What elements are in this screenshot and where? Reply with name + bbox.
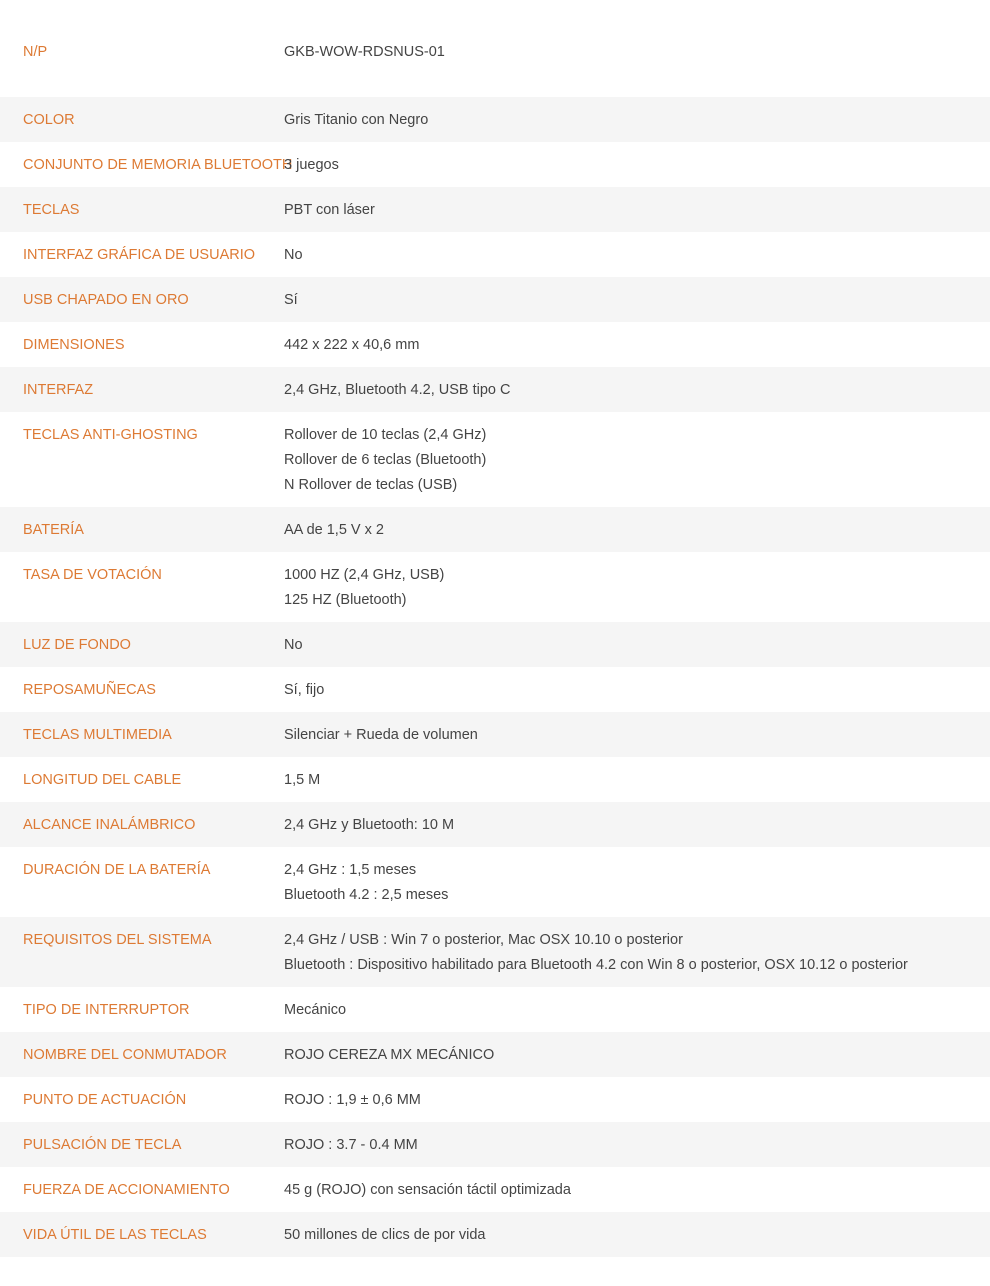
spec-value [284,333,990,358]
spec-value-line: Rollover de 6 teclas (Bluetooth) [284,452,487,468]
spec-row [0,847,990,917]
spec-row [0,412,990,507]
spec-label: VIDA ÚTIL DE LAS TECLAS [23,1227,207,1243]
spec-value-line: 50 millones de clics de por vida [284,1227,486,1243]
spec-value [284,288,990,313]
spec-value-line: 2,4 GHz y Bluetooth: 10 M [284,817,455,833]
spec-label: DURACIÓN DE LA BATERÍA [23,862,211,878]
spec-value-line: 1,5 M [284,772,321,788]
spec-value [284,1223,990,1248]
spec-label: PULSACIÓN DE TECLA [23,1137,182,1153]
spec-value [284,563,990,613]
spec-row [0,232,990,277]
spec-label: INTERFAZ [23,382,94,398]
spec-label: LUZ DE FONDO [23,637,131,653]
spec-value [284,813,990,838]
spec-label: TECLAS MULTIMEDIA [23,727,172,743]
spec-row [0,1167,990,1212]
spec-label: TECLAS [23,202,80,218]
spec-value-line: ROJO : 1,9 ± 0,6 MM [284,1092,421,1108]
spec-row [0,322,990,367]
spec-value [284,423,990,498]
spec-value-line: 1000 HZ (2,4 GHz, USB) [284,567,445,583]
spec-row [0,507,990,552]
spec-value [284,633,990,658]
spec-value-line: 2,4 GHz : 1,5 meses [284,862,417,878]
spec-value [284,1043,990,1068]
spec-row [0,277,990,322]
spec-row [0,1122,990,1167]
spec-value-line: Mecánico [284,1002,347,1018]
spec-row [0,712,990,757]
spec-label: PUNTO DE ACTUACIÓN [23,1092,187,1108]
spec-label: N/P [23,44,48,60]
spec-value [284,1088,990,1113]
spec-value-line: GKB-WOW-RDSNUS-01 [284,44,445,60]
spec-label: NOMBRE DEL CONMUTADOR [23,1047,227,1063]
spec-value [284,998,990,1023]
spec-label: ALCANCE INALÁMBRICO [23,817,196,833]
spec-label: BATERÍA [23,522,84,538]
spec-value [284,108,990,133]
spec-value-line: 3 juegos [284,157,339,173]
spec-row [0,757,990,802]
spec-label: REQUISITOS DEL SISTEMA [23,932,212,948]
spec-label: COLOR [23,112,75,128]
spec-row [0,987,990,1032]
spec-value-line: N Rollover de teclas (USB) [284,477,458,493]
spec-value [284,678,990,703]
spec-row [0,917,990,987]
spec-value [284,518,990,543]
spec-row [0,187,990,232]
spec-row [0,552,990,622]
spec-row [0,1077,990,1122]
spec-value [284,723,990,748]
spec-label: CONJUNTO DE MEMORIA BLUETOOTH [23,157,293,173]
spec-value-line: No [284,637,303,653]
spec-row [0,367,990,412]
spec-row [0,0,990,97]
spec-label: DIMENSIONES [23,337,125,353]
spec-label: LONGITUD DEL CABLE [23,772,182,788]
spec-value [284,1178,990,1203]
spec-value [284,243,990,268]
spec-value-line: Gris Titanio con Negro [284,112,429,128]
spec-value-line: No [284,247,303,263]
spec-value-line: 125 HZ (Bluetooth) [284,592,407,608]
spec-row [0,97,990,142]
spec-value [284,153,990,178]
spec-value-line: Sí [284,292,298,308]
spec-value-line: Silenciar + Rueda de volumen [284,727,478,743]
spec-label: REPOSAMUÑECAS [23,682,156,698]
spec-value-line: Bluetooth : Dispositivo habilitado para Bluetooth 4.2 con Win 8 o posterior, OSX 10.12 o posterior [284,957,908,973]
spec-value-line: 2,4 GHz / USB : Win 7 o posterior, Mac OSX 10.10 o posterior [284,932,683,948]
spec-value-line: Sí, fijo [284,682,325,698]
spec-label: USB CHAPADO EN ORO [23,292,189,308]
spec-value [284,768,990,793]
spec-label: INTERFAZ GRÁFICA DE USUARIO [23,247,256,263]
spec-value-line: ROJO CEREZA MX MECÁNICO [284,1047,495,1063]
spec-row [0,802,990,847]
spec-label: TIPO DE INTERRUPTOR [23,1002,190,1018]
spec-value-line: 45 g (ROJO) con sensación táctil optimizada [284,1182,571,1198]
spec-row [0,1212,990,1257]
spec-label: FUERZA DE ACCIONAMIENTO [23,1182,230,1198]
spec-value-line: 2,4 GHz, Bluetooth 4.2, USB tipo C [284,382,511,398]
spec-value-line: PBT con láser [284,202,375,218]
spec-value-line: ROJO : 3.7 - 0.4 MM [284,1137,418,1153]
spec-row [0,142,990,187]
spec-row [0,1032,990,1077]
spec-value-line: AA de 1,5 V x 2 [284,522,384,538]
spec-value [284,858,990,908]
spec-value [284,928,990,978]
spec-value [284,378,990,403]
spec-label: TASA DE VOTACIÓN [23,567,162,583]
spec-value [284,198,990,223]
spec-value-line: Rollover de 10 teclas (2,4 GHz) [284,427,487,443]
spec-value-line: Bluetooth 4.2 : 2,5 meses [284,887,449,903]
spec-label: TECLAS ANTI-GHOSTING [23,427,198,443]
spec-value-line: 442 x 222 x 40,6 mm [284,337,420,353]
spec-row [0,667,990,712]
spec-value [284,1133,990,1158]
spec-row [0,622,990,667]
spec-value [284,40,990,65]
